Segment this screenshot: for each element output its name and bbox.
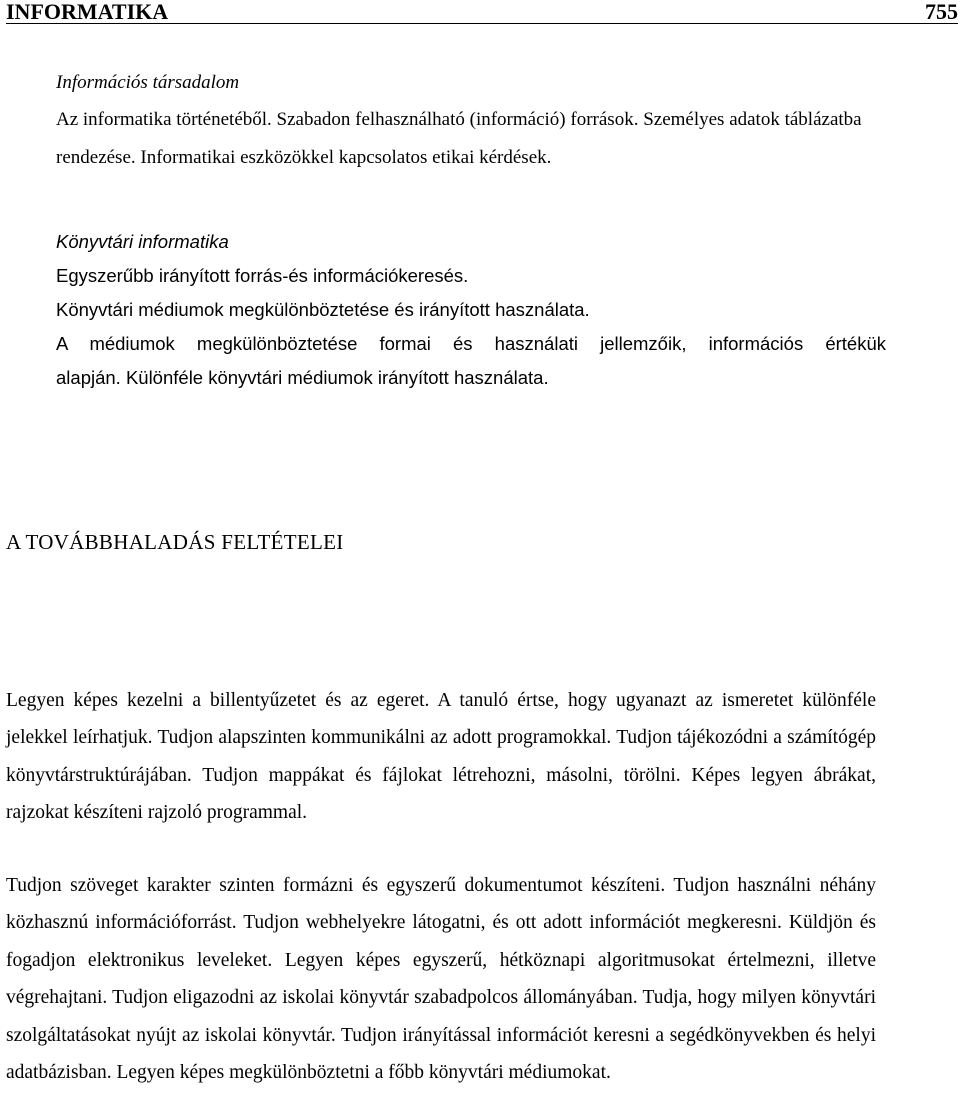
requirements-paragraph: Legyen képes kezelni a billentyűzetet és az egeret. A tanuló értse, hogy ugyanazt az ismeretet különféle jelekkel leírhatjuk. Tudjon alapszinten kommunikálni az adott programokkal. Tudjon tájékozódni a számítógép könyvtárstruktúrájában. Tudjon mappákat és fájlokat létrehozni, másolni, törölni. Képes legyen ábrákat, rajzokat készíteni rajzoló programmal.	[6, 689, 876, 823]
section-line: Egyszerűbb irányított forrás-és információkeresés.	[56, 265, 469, 286]
section-body: Az informatika történetéből. Szabadon felhasználható (információ) források. Személyes adatok táblázatba rendezése. Informatikai eszközökkel kapcsolatos etikai kérdések.	[56, 109, 862, 168]
section-konyvtari-informatika	[56, 225, 886, 395]
section-title: Könyvtári informatika	[56, 231, 229, 252]
section-line: alapján. Különféle könyvtári médiumok irányított használata.	[56, 367, 549, 388]
section-heading: A TOVÁBBHALADÁS FELTÉTELEI	[6, 530, 344, 554]
section-informacios-tarsadalom	[56, 68, 876, 177]
section-title: Információs társadalom	[56, 72, 240, 93]
section-line: A médiumok megkülönböztetése formai és használati jellemzőik, információs értékük	[56, 333, 886, 354]
requirements-paragraph: Tudjon szöveget karakter szinten formázni és egyszerű dokumentumot készíteni. Tudjon használni néhány közhasznú információforrást. Tudjon webhelyekre látogatni, és ott adott információt megkeresni. Küldjön és fogadjon elektronikus leveleket. Legyen képes egyszerű, hétköznapi algoritmusokat értelmezni, illetve végrehajtani. Tudjon eligazodni az iskolai könyvtár szabadpolcos állományában. Tudja, hogy milyen könyvtári szolgáltatásokat nyújt az iskolai könyvtár. Tudjon irányítással információt keresni a segédkönyvekben és helyi adatbázisban. Legyen képes megkülönböztetni a főbb könyvtári médiumokat.	[6, 874, 876, 1083]
header-rule	[6, 23, 958, 24]
page-number: 755	[925, 0, 958, 24]
header-title: INFORMATIKA	[6, 0, 169, 24]
section-line: Könyvtári médiumok megkülönböztetése és irányított használata.	[56, 299, 590, 320]
